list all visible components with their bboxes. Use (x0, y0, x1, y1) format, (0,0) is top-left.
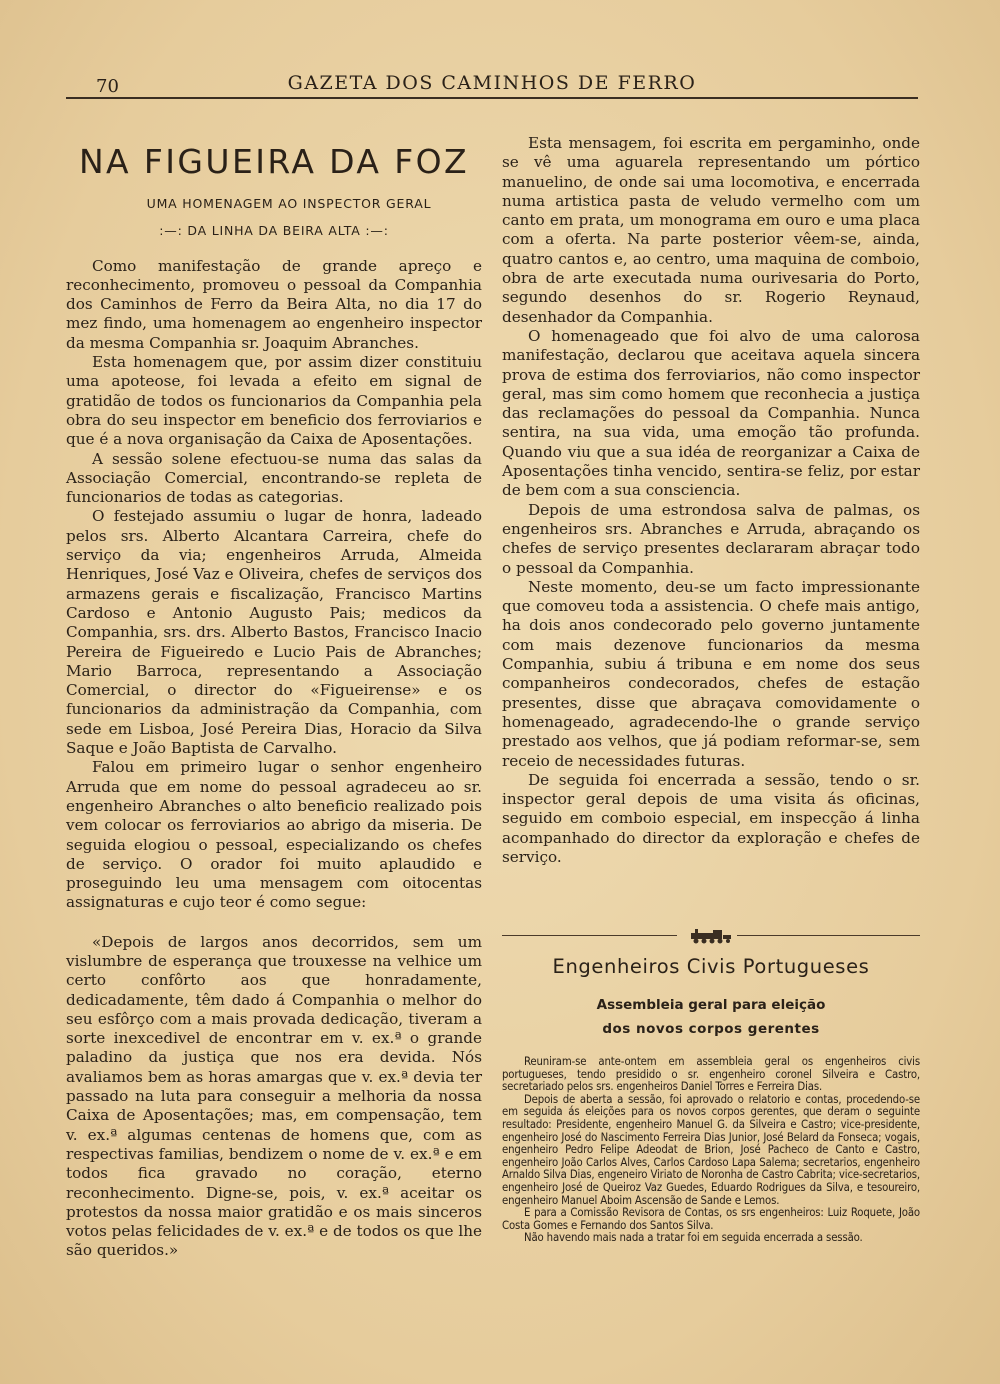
page-number: 70 (96, 76, 119, 97)
small-print-column (502, 1056, 920, 1245)
section-subtitle-1: Assembleia geral para eleição (596, 997, 826, 1013)
paragraph: Não havendo mais nada a tratar foi em seguida encerrada a sessão. (524, 1231, 863, 1245)
paragraph: Depois de aberta a sessão, foi aprovado o relatorio e contas, procedendo-se em seguida ás eleições para os novos corpos gerentes, que deram o seguinte resultado: Presidente, engenheiro Manuel G. da Silveira e Castro; vice-presidente, engenheiro José do Nascimento Ferreira Dias Junior, José Belard da Fonseca; vogais, engenheiro Pedro Felipe Adeodat de Brion, José Pacheco de Canto e Castro, engenheiro João Carlos Alves, Carlos Cardoso Lapa Salema; secretarios, engenheiro Arnaldo Silva Dias, engeneiro Viriato de Noronha de Castro Cabrita; vice-secretarios, engenheiro José de Queiroz Vaz Guedes, Eduardo Rodrigues da Silva, e tesoureiro, engenheiro Manuel Aboim Ascensão de Sande e Lemos. (502, 1092, 920, 1207)
paragraph: Neste momento, deu-se um facto impressionante que comoveu toda a assistencia. O chefe mais antigo, ha dois anos condecorado pelo governo juntamente com mais dezenove funcionarios da mesma Companhia, subiu á tribuna e em nome dos seus companheiros condecorados, chefes de estação presentes, disse que abraçava comovidamente o homenageado, agradecendo-lhe o grande serviço prestado aos velhos, que já podiam reformar-se, sem receio de necessidades futuras. (502, 577, 920, 770)
article-title: NA FIGUEIRA DA FOZ (78, 142, 470, 181)
page-header (66, 70, 918, 100)
paragraph: De seguida foi encerrada a sessão, tendo o sr. inspector geral depois de uma visita ás oficinas, seguido em comboio especial, em inspecção á linha acompanhado do director da exploração e chefes de serviço. (502, 770, 920, 866)
paragraph: A sessão solene efectuou-se numa das salas da Associação Comercial, encontrando-se repleta de funcionarios de todas as categorias. (66, 449, 482, 507)
paragraph: O homenageado que foi alvo de uma calorosa manifestação, declarou que aceitava aquela sincera prova de estima dos ferroviarios, não como inspector geral, mas sim como homem que reconhecia a justiça das reclamações do pessoal da Companhia. Nunca sentira, na sua vida, uma emoção tão profunda. Quando viu que a sua idéa de reorganizar a Caixa de Aposentações tinha vencido, sentira-se feliz, por estar de bem com a sua consciencia. (502, 326, 920, 500)
right-column (502, 134, 920, 867)
paragraph: Esta mensagem, foi escrita em pergaminho, onde se vê uma aguarela representando um pórtico manuelino, de onde sai uma locomotiva, e encerrada numa artistica pasta de veludo vermelho com um canto em prata, um monograma em ouro e uma placa com a oferta. Na parte posterior vêem-se, ainda, quatro cantos e, ao centro, uma maquina de comboio, obra de arte executada numa ourivesaria do Porto, segundo desenhos do sr. Rogerio Reynaud, desenhador da Companhia. (502, 134, 920, 326)
article-subtitle-1: UMA HOMENAGEM AO INSPECTOR GERAL (146, 196, 432, 211)
section-title: Engenheiros Civis Portugueses (552, 955, 870, 978)
left-column (66, 134, 482, 1261)
locomotive-icon (687, 928, 733, 944)
paragraph: Depois de uma estrondosa salva de palmas, os engenheiros srs. Abranches e Arruda, abraçando os chefes de serviço presentes declararam abraçar todo o pessoal da Companhia. (502, 500, 920, 577)
header-rule (66, 97, 918, 99)
section-separator (502, 928, 920, 944)
paragraph: O festejado assumiu o lugar de honra, ladeado pelos srs. Alberto Alcantara Carreira, chefe do serviço da via; engenheiros Arruda, Almeida Henriques, José Vaz e Oliveira, chefes de serviços dos armazens gerais e fiscalização, Francisco Martins Cardoso e Antonio Augusto Pais; medicos da Companhia, srs. drs. Alberto Bastos, Francisco Inacio Pereira de Figueiredo e Lucio Pais de Abranches; Mario Barroca, representando a Associação Comercial, o director do «Figueirense» e os funcionarios da administração da Companhia, com sede em Lisboa, José Pereira Dias, Horacio da Silva Saque e João Baptista de Carvalho. (66, 507, 482, 758)
running-title: GAZETA DOS CAMINHOS DE FERRO (287, 72, 697, 94)
article-subtitle-2: :—: DA LINHA DA BEIRA ALTA :—: (159, 223, 389, 239)
paragraph: Como manifestação de grande apreço e reconhecimento, promoveu o pessoal da Companhia dos Caminhos de Ferro da Beira Alta, no dia 17 do mez findo, uma homenagem ao engenheiro inspector da mesma Companhia sr. Joaquim Abranches. (66, 256, 482, 352)
paragraph: Falou em primeiro lugar o senhor engenheiro Arruda que em nome do pessoal agradeceu ao sr. engenheiro Abranches o alto beneficio realizado pois vem colocar os ferroviarios ao abrigo da miseria. De seguida elogiou o pessoal, especializando os chefes de serviço. O orador foi muito aplaudido e proseguindo leu uma mensagem com oitocentas assignaturas e cujo teor é como segue: (66, 758, 482, 912)
section-subtitle-2: dos novos corpos gerentes (602, 1021, 820, 1037)
paragraph: Reuniram-se ante-ontem em assembleia geral os engenheiros civis portugueses, tendo presidido o sr. engenheiro coronel Silveira e Castro, secretariado pelos srs. engenheiros Daniel Torres e Ferreira Dias. (502, 1055, 920, 1094)
quoted-message: «Depois de largos anos decorridos, sem um vislumbre de esperança que trouxesse na velhice um certo confôrto aos que honradamente, dedicadamente, têm dado á Companhia o melhor do seu esfôrço com a mais provada dedicação, tiveram a sorte inexcedivel de encontrar em v. ex.ª o grande paladino da justiça que nos era devida. Nós avaliamos bem as horas amargas que v. ex.ª devia ter passado na luta para conseguir a melhoria da nossa Caixa de Aposentações; mas, em compensação, tem v. ex.ª algumas centenas de homens que, com as respectivas familias, bendizem o nome de v. ex.ª e em todos fica gravado no coração, eterno reconhecimento. Digne-se, pois, v. ex.ª aceitar os protestos da nossa maior gratidão e os mais sinceros votos pelas felicidades de v. ex.ª e de todos os que lhe são queridos.» (66, 932, 482, 1260)
paragraph: E para a Comissão Revisora de Contas, os srs engenheiros: Luiz Roquete, João Costa Gomes e Fernando dos Santos Silva. (502, 1206, 920, 1232)
paragraph: Esta homenagem que, por assim dizer constituiu uma apoteose, foi levada a efeito em signal de gratidão de todos os funcionarios da Companhia pela obra do seu inspector em beneficio dos ferroviarios e que é a nova organisação da Caixa de Aposentações. (66, 353, 482, 449)
